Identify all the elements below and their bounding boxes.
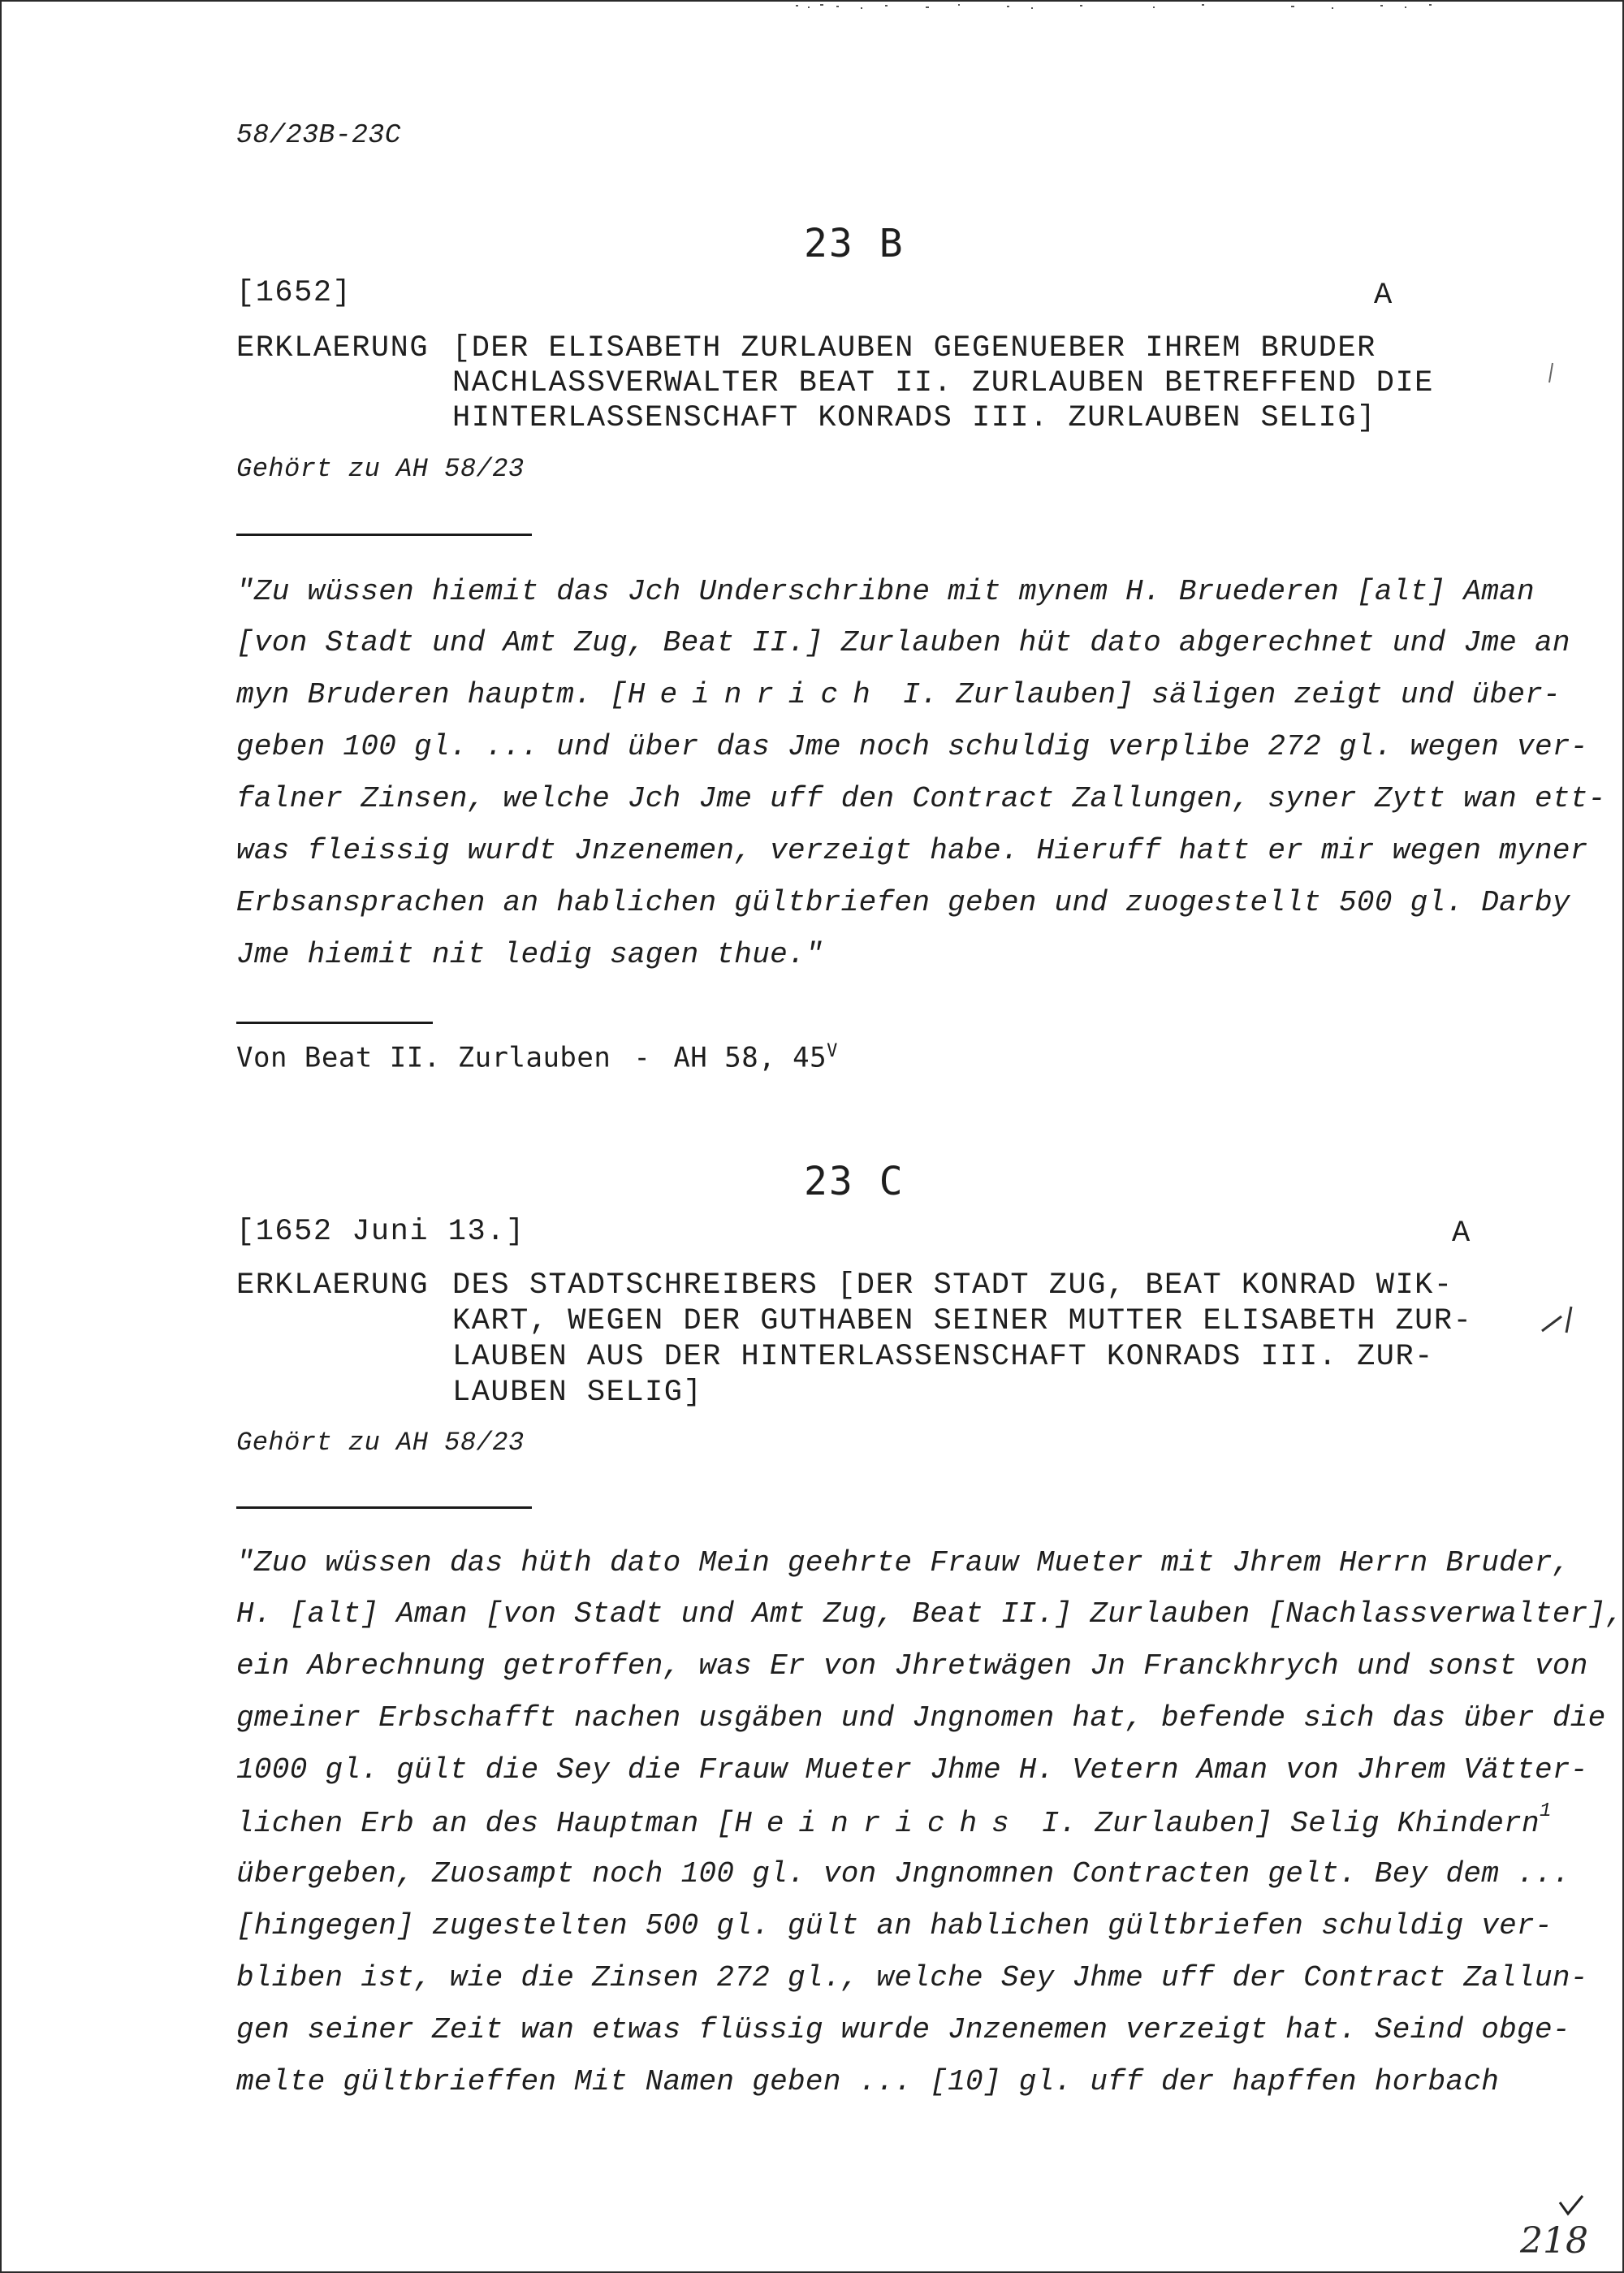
document-title-line: KART, WEGEN DER GUTHABEN SEINER MUTTER ELISABETH ZUR- [452,1304,1473,1338]
quote-line: Jme hiemit nit ledig sagen thue." [236,938,823,971]
document-kind-23b: ERKLAERUNG [236,331,430,365]
check-mark-icon [1555,2193,1587,2222]
quote-line: "Zuo wüssen das hüth dato Mein geehrte Frauw Mueter mit Jhrem Herrn Bruder, [236,1546,1570,1579]
quote-line: [von Stadt und Amt Zug, Beat II.] Zurlauben hüt dato abgerechnet und Jme an [236,626,1570,659]
quote-line: falner Zinsen, welche Jch Jme uff den Contract Zallungen, syner Zytt wan ett- [236,782,1606,815]
quote-text: myn Bruderen hauptm. [ [236,678,628,711]
footnote-marker: 1 [1539,1800,1552,1822]
quote-line: 1000 gl. gült die Sey die Frauw Mueter Jhme H. Vetern Aman von Jhrem Vätter- [236,1753,1588,1787]
document-title-line: LAUBEN AUS DER HINTERLASSENSCHAFT KONRADS III. ZUR- [452,1340,1434,1374]
document-date-23b: [1652] [236,276,352,310]
scan-noise [0,2,1624,10]
source-verso: V [827,1041,838,1061]
document-title-line: LAUBEN SELIG] [452,1376,703,1410]
separator-rule [236,534,532,536]
document-date-23c: [1652 Juni 13.] [236,1215,525,1249]
document-title-line: HINTERLASSENSCHAFT KONRADS III. ZURLAUBEN SELIG] [452,401,1376,435]
spaced-name: Heinrichs [734,1807,1024,1840]
separator-rule [236,1022,433,1024]
belongs-to-note-23b: Gehört zu AH 58/23 [236,454,525,484]
quote-text: lichen Erb an des Hauptman [ [236,1807,735,1840]
quote-line: bliben ist, wie die Zinsen 272 gl., welche Sey Jhme uff der Contract Zallun- [236,1961,1588,1994]
quote-line [236,678,1561,711]
quote-line: gen seiner Zeit wan etwas flüssig wurde Jnzenemen verzeigt hat. Seind obge- [236,2013,1570,2046]
document-grade-23b: A [1374,279,1393,313]
quote-line: [hingegen] zugestelten 500 gl. gült an hablichen gültbriefen schuldig ver- [236,1909,1553,1942]
quote-text: I. Zurlauben] Selig Khindern [1023,1807,1540,1840]
separator-rule [236,1506,532,1509]
quote-line: Erbsansprachen an hablichen gültbriefen geben und zuogestellt 500 gl. Darby [236,886,1570,919]
quote-line: "Zu wüssen hiemit das Jch Underschribne mit mynem H. Bruederen [alt] Aman [236,575,1535,608]
quote-line: was fleissig wurdt Jnzenemen, verzeigt habe. Hieruff hatt er mir wegen myner [236,834,1588,867]
quote-line: geben 100 gl. ... und über das Jme noch schuldig verplibe 272 gl. wegen ver- [236,730,1588,763]
quote-line [236,1800,1552,1840]
quote-line: melte gültbrieffen Mit Namen geben ... [10] gl. uff der hapffen horbach [236,2065,1500,2098]
source-author: Von Beat II. Zurlauben [236,1041,611,1074]
belongs-to-note-23c: Gehört zu AH 58/23 [236,1428,525,1458]
quote-text: I. Zurlauben] säligen zeigt und über- [884,678,1561,711]
quote-line: H. [alt] Aman [von Stadt und Amt Zug, Beat II.] Zurlauben [Nachlassverwalter], [236,1597,1624,1631]
document-title-line: NACHLASSVERWALTER BEAT II. ZURLAUBEN BETREFFEND DIE [452,366,1434,400]
document-grade-23c: A [1452,1216,1471,1251]
spaced-name: Heinrich [627,678,885,711]
source-dash: - [633,1041,651,1074]
quote-line: gmeiner Erbschafft nachen usgäben und Jngnomen hat, befende sich das über die [236,1701,1606,1735]
document-title-line: DES STADTSCHREIBERS [DER STADT ZUG, BEAT KONRAD WIK- [452,1268,1453,1303]
source-note-23b [236,1041,838,1074]
document-number-23b: 23 B [804,221,905,266]
margin-check-mark [1539,1303,1579,1336]
quote-line: ein Abrechnung getroffen, was Er von Jhretwägen Jn Franckhrych und sonst von [236,1649,1588,1683]
document-title-line: [DER ELISABETH ZURLAUBEN GEGENUEBER IHREM BRUDER [452,331,1376,365]
page-number: 218 [1520,2220,1588,2262]
archive-reference: 58/23B-23C [236,120,402,150]
document-number-23c: 23 C [804,1159,905,1204]
quote-line: übergeben, Zuosampt noch 100 gl. von Jngnomnen Contracten gelt. Bey dem ... [236,1857,1570,1891]
source-reference: AH 58, 45 [673,1041,827,1074]
margin-tick-mark [1543,361,1559,386]
document-kind-23c: ERKLAERUNG [236,1268,430,1303]
